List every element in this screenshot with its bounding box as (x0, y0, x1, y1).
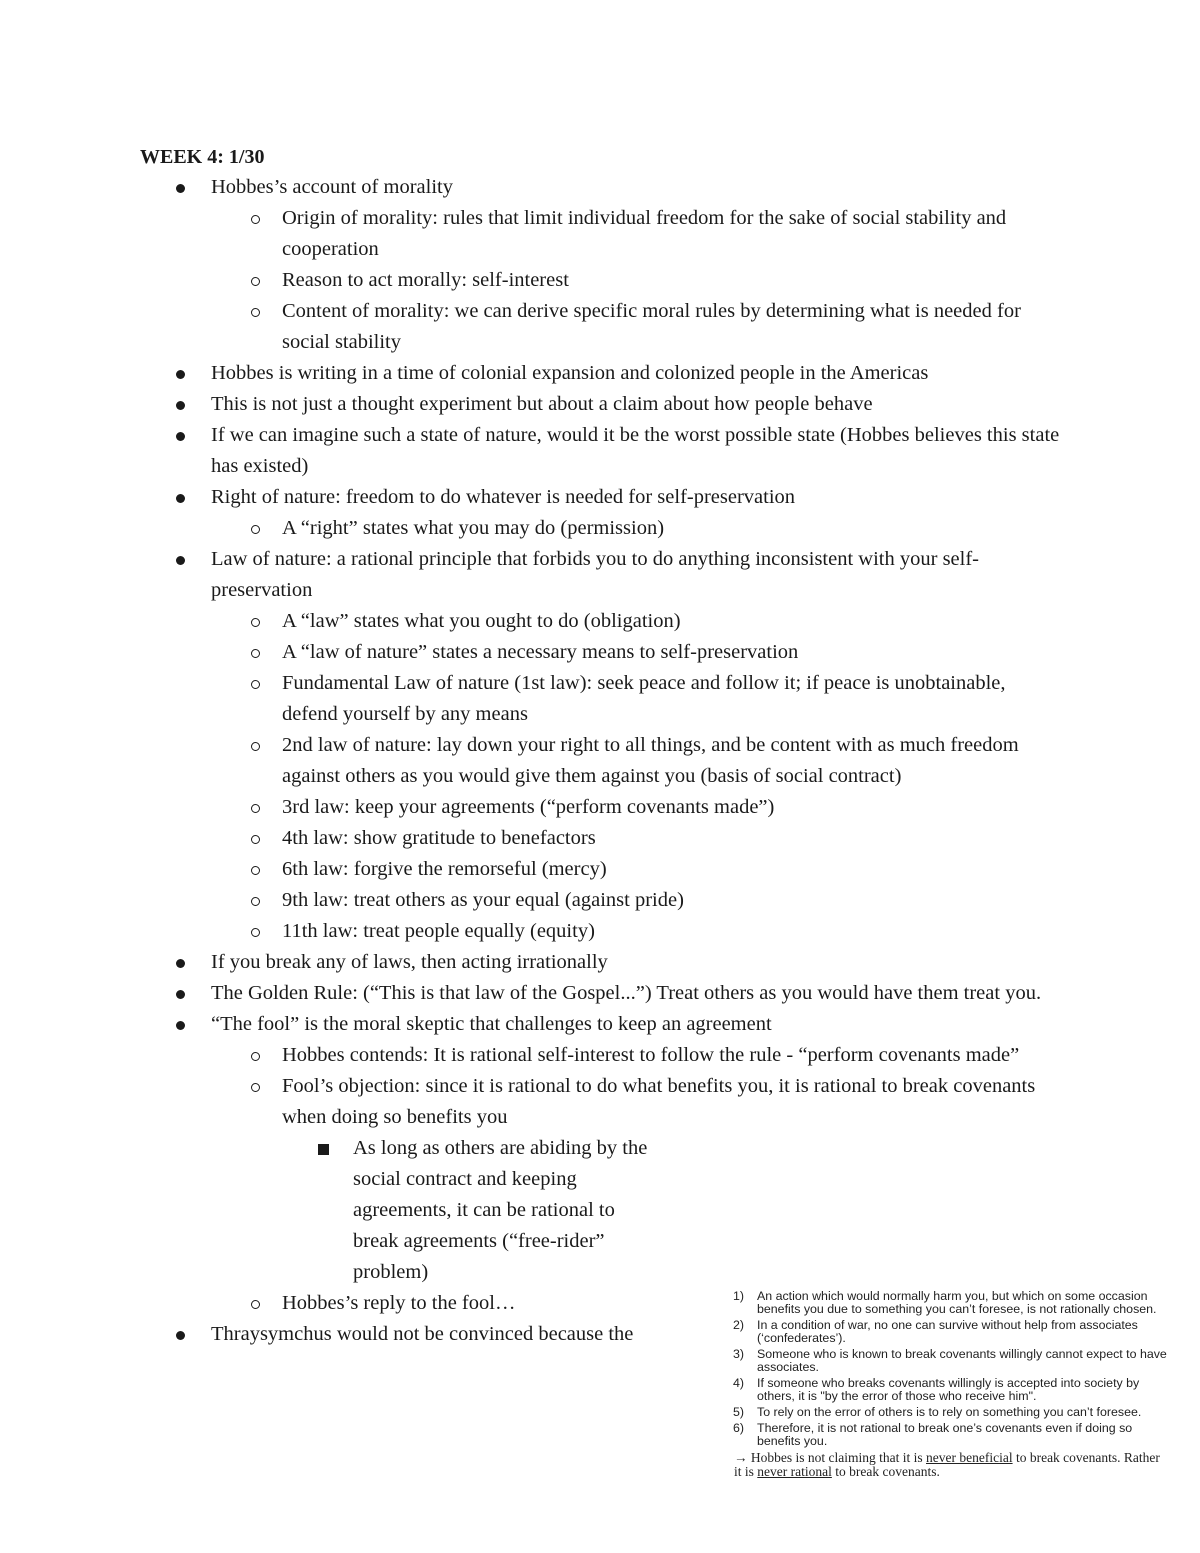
sub-item-text: 2nd law of nature: lay down your right to all things, and be content with as much freedom against others as you would give them against you (basis of social contract) (282, 734, 1019, 787)
sub-item-text: A “law” states what you ought to do (obligation) (282, 610, 681, 632)
argument-point (728, 1406, 1168, 1419)
circle-bullet-icon (251, 525, 260, 534)
sub-sub-item-text: As long as others are abiding by the social contract and keeping agreements, it can be rational to break agreements (“free-rider” problem) (353, 1137, 648, 1283)
sub-sub-list (282, 1133, 1060, 1288)
sub-item-text: Fundamental Law of nature (1st law): seek peace and follow it; if peace is unobtainable, defend yourself by any means (282, 672, 1006, 725)
sub-item-text: Hobbes’s reply to the fool… (282, 1292, 516, 1314)
point-text: Someone who is known to break covenants willingly cannot expect to have associates. (757, 1347, 1167, 1374)
point-number: 1) (733, 1289, 745, 1303)
circle-bullet-icon (251, 866, 260, 875)
list-item (0, 544, 1060, 947)
point-number: 3) (733, 1347, 745, 1361)
sub-item-text: 11th law: treat people equally (equity) (282, 920, 595, 942)
sub-list-item (282, 203, 1060, 265)
bullet-icon (176, 432, 185, 441)
circle-bullet-icon (251, 308, 260, 317)
sub-list-item (282, 730, 1060, 792)
item-text: Hobbes is writing in a time of colonial expansion and colonized people in the Americas (211, 362, 929, 384)
sub-list-item (282, 1040, 1060, 1071)
item-text: Thraysymchus would not be convinced because the (211, 1323, 634, 1345)
list-item (0, 947, 1060, 978)
sub-list-item (282, 854, 1060, 885)
list-item (0, 420, 1060, 482)
circle-bullet-icon (251, 1052, 260, 1061)
circle-bullet-icon (251, 897, 260, 906)
list-item (0, 482, 1060, 544)
conclusion-underlined: never rational (757, 1464, 832, 1479)
point-number: 6) (733, 1421, 745, 1435)
item-text: The Golden Rule: (“This is that law of the Gospel...”) Treat others as you would have them treat you. (211, 982, 1042, 1004)
bullet-icon (176, 556, 185, 565)
sub-list (211, 1040, 1060, 1319)
circle-bullet-icon (251, 277, 260, 286)
circle-bullet-icon (251, 680, 260, 689)
bullet-icon (176, 990, 185, 999)
circle-bullet-icon (251, 804, 260, 813)
circle-bullet-icon (251, 928, 260, 937)
point-text: In a condition of war, no one can survive without help from associates (‘confederates’). (757, 1318, 1138, 1345)
sub-item-text: A “right” states what you may do (permission) (282, 517, 665, 539)
point-number: 5) (733, 1405, 745, 1419)
item-text: If you break any of laws, then acting irrationally (211, 951, 608, 973)
circle-bullet-icon (251, 1083, 260, 1092)
page-title: WEEK 4: 1/30 (140, 146, 265, 168)
sub-list-item (282, 296, 1060, 358)
sub-list-item (282, 637, 1060, 668)
circle-bullet-icon (251, 1300, 260, 1309)
sub-list (211, 203, 1060, 358)
bullet-icon (176, 494, 185, 503)
point-text: Therefore, it is not rational to break one’s covenants even if doing so benefits you. (757, 1421, 1133, 1448)
conclusion-text: to break covenants. (831, 1464, 940, 1479)
sub-item-text: A “law of nature” states a necessary means to self-preservation (282, 641, 799, 663)
item-text: “The fool” is the moral skeptic that challenges to keep an agreement (211, 1013, 772, 1035)
sub-item-text: 6th law: forgive the remorseful (mercy) (282, 858, 607, 880)
sub-sub-list-item (353, 1133, 653, 1288)
sub-list-item (282, 513, 1060, 544)
point-number: 2) (733, 1318, 745, 1332)
argument-point (728, 1290, 1168, 1316)
sub-list-item (282, 265, 1060, 296)
circle-bullet-icon (251, 215, 260, 224)
circle-bullet-icon (251, 649, 260, 658)
sub-item-text: 3rd law: keep your agreements (“perform covenants made”) (282, 796, 775, 818)
item-text: If we can imagine such a state of nature, would it be the worst possible state (Hobbes believes this state has existed) (211, 424, 1060, 477)
item-text: Hobbes’s account of morality (211, 176, 453, 198)
bullet-icon (176, 959, 185, 968)
argument-point (728, 1422, 1168, 1448)
point-text: An action which would normally harm you, but which on some occasion benefits you due to something you can’t foresee, is not rationally chosen. (757, 1289, 1157, 1316)
sub-list-item (282, 1071, 1060, 1288)
bullet-icon (176, 1021, 185, 1030)
sub-list-item (282, 916, 1060, 947)
circle-bullet-icon (251, 835, 260, 844)
point-text: If someone who breaks covenants willingly is accepted into society by others, it is "by the error of those who receive him". (757, 1376, 1140, 1403)
sub-item-text: 4th law: show gratitude to benefactors (282, 827, 596, 849)
notes-list (0, 172, 1060, 1350)
sub-list-item (282, 823, 1060, 854)
list-item (0, 978, 1060, 1009)
sub-list-item (282, 606, 1060, 637)
bullet-icon (176, 184, 185, 193)
sub-list (211, 513, 1060, 544)
bullet-icon (176, 401, 185, 410)
argument-list (728, 1290, 1168, 1448)
list-item (0, 1009, 1060, 1319)
argument-conclusion (728, 1451, 1168, 1479)
item-text: Law of nature: a rational principle that forbids you to do anything inconsistent with your self-preservation (211, 548, 979, 601)
sub-item-text: Origin of morality: rules that limit individual freedom for the sake of social stability and cooperation (282, 207, 1007, 260)
list-item (0, 358, 1060, 389)
argument-point (728, 1377, 1168, 1403)
conclusion-text: Hobbes is not claiming that it is (750, 1450, 926, 1465)
sub-list-item (282, 885, 1060, 916)
argument-point (728, 1348, 1168, 1374)
bullet-icon (176, 1331, 185, 1340)
bullet-icon (176, 370, 185, 379)
point-number: 4) (733, 1376, 745, 1390)
list-item (0, 172, 1060, 358)
sub-item-text: Content of morality: we can derive specific moral rules by determining what is needed for social stability (282, 300, 1021, 353)
item-text: This is not just a thought experiment but about a claim about how people behave (211, 393, 873, 415)
sub-item-text: Hobbes contends: It is rational self-interest to follow the rule - “perform covenants made” (282, 1044, 1020, 1066)
list-item (0, 389, 1060, 420)
sub-item-text: 9th law: treat others as your equal (against pride) (282, 889, 684, 911)
sub-list-item (282, 668, 1060, 730)
circle-bullet-icon (251, 742, 260, 751)
arrow-icon: → (734, 1450, 748, 1465)
item-text: Right of nature: freedom to do whatever is needed for self-preservation (211, 486, 796, 508)
square-bullet-icon (318, 1144, 329, 1155)
conclusion-text: to break covenants. Rather it is (734, 1450, 1160, 1479)
sub-list (211, 606, 1060, 947)
sub-item-text: Reason to act morally: self-interest (282, 269, 569, 291)
point-text: To rely on the error of others is to rely on something you can’t foresee. (757, 1405, 1142, 1419)
conclusion-underlined: never beneficial (926, 1450, 1013, 1465)
circle-bullet-icon (251, 618, 260, 627)
sub-list-item (282, 792, 1060, 823)
argument-inset-image (728, 1290, 1168, 1522)
argument-point (728, 1319, 1168, 1345)
sub-item-text: Fool’s objection: since it is rational to do what benefits you, it is rational to break covenants when doing so benefits you (282, 1075, 1036, 1128)
